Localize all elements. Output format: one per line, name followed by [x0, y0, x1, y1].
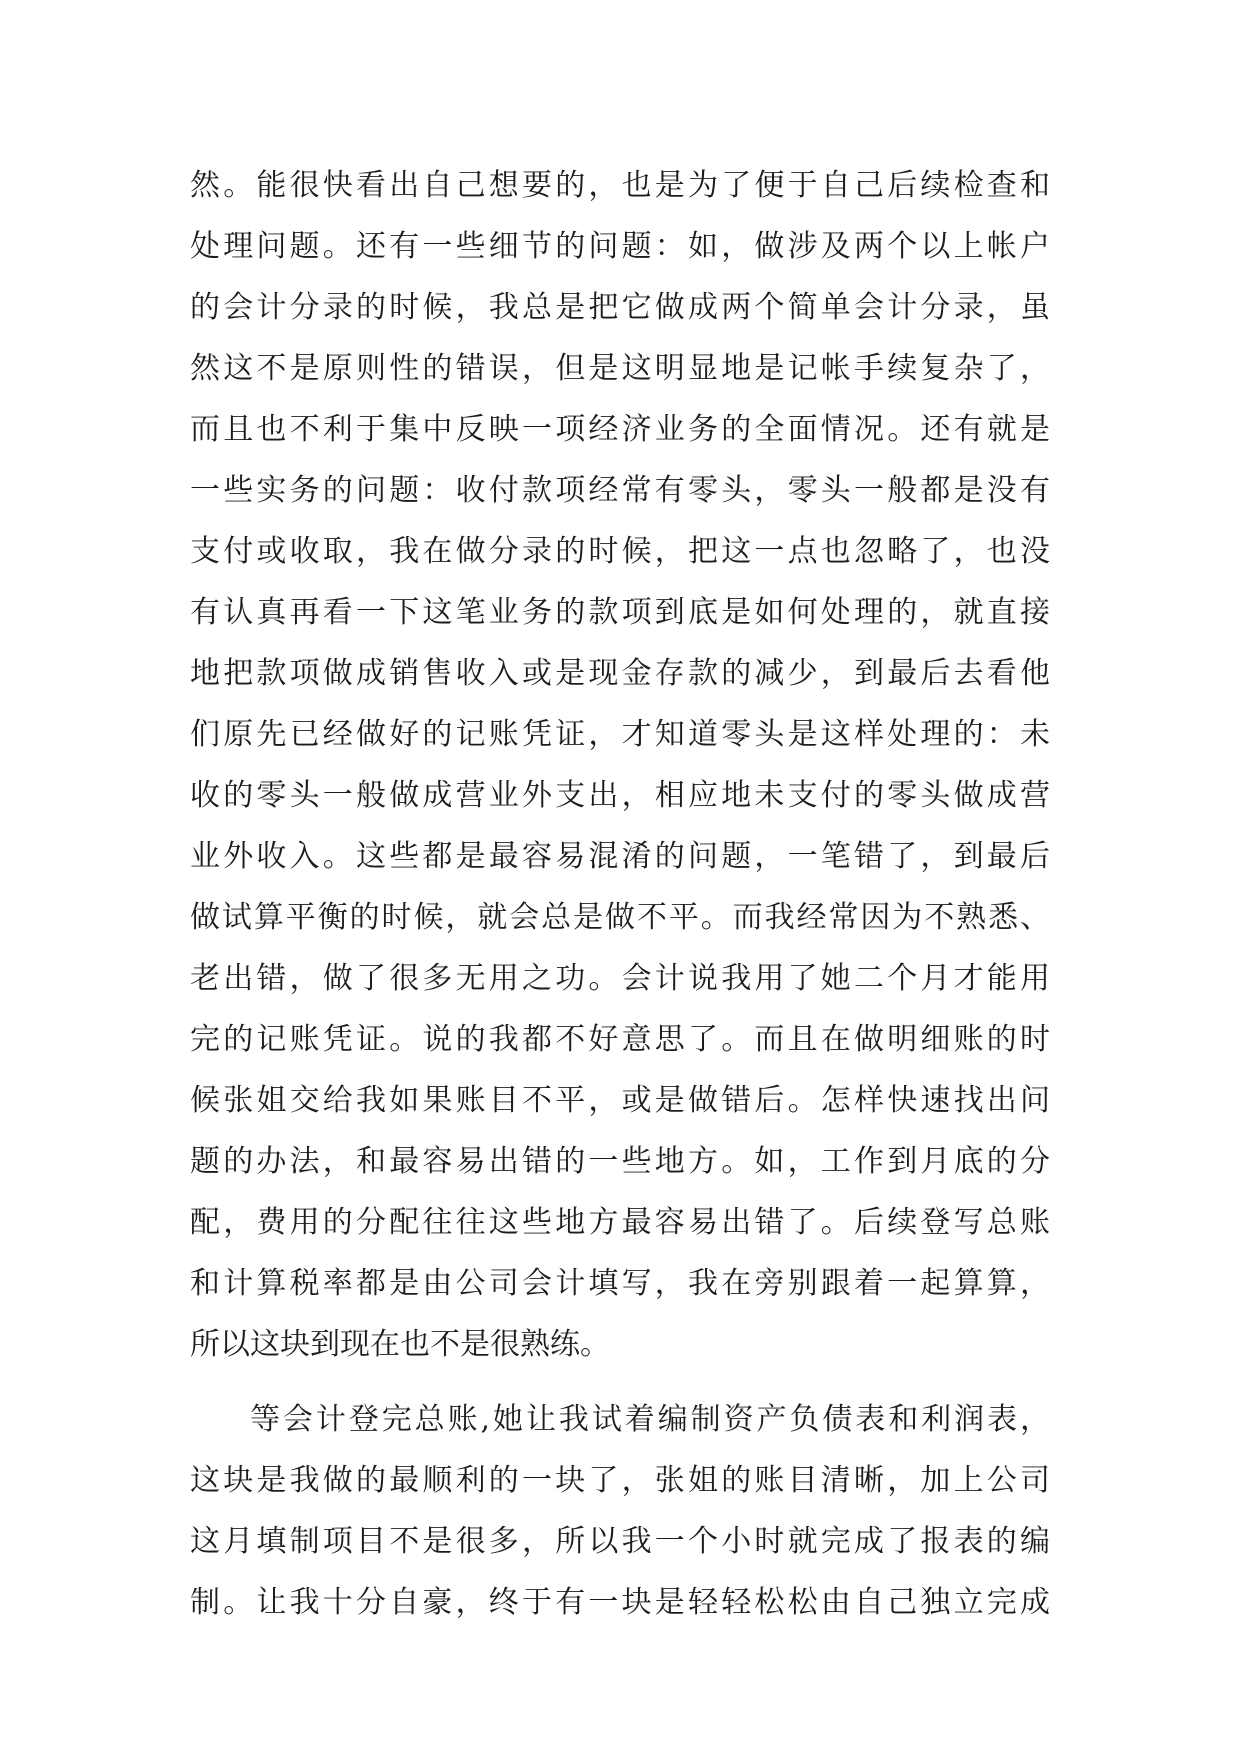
text-line: 做试算平衡的时候，就会总是做不平。而我经常因为不熟悉、	[190, 900, 1050, 935]
text-line: 这块是我做的最顺利的一块了，张姐的账目清晰，加上公司	[190, 1463, 1050, 1498]
text-line: 业外收入。这些都是最容易混淆的问题，一笔错了，到最后	[190, 839, 1050, 874]
text-line: 地把款项做成销售收入或是现金存款的减少，到最后去看他	[190, 656, 1050, 691]
text-line: 支付或收取，我在做分录的时候，把这一点也忽略了，也没	[190, 534, 1050, 569]
text-line: 一些实务的问题：收付款项经常有零头，零头一般都是没有	[190, 473, 1050, 508]
text-line: 们原先已经做好的记账凭证，才知道零头是这样处理的：未	[190, 717, 1050, 752]
paragraph-1	[190, 155, 1050, 1375]
text-line: 收的零头一般做成营业外支出，相应地未支付的零头做成营	[190, 778, 1050, 813]
text-line: 等会计登完总账,她让我试着编制资产负债表和利润表，	[250, 1402, 1050, 1437]
text-line: 而且也不利于集中反映一项经济业务的全面情况。还有就是	[190, 412, 1050, 447]
text-line: 老出错，做了很多无用之功。会计说我用了她二个月才能用	[190, 961, 1050, 996]
paragraph-gap	[190, 1375, 1050, 1389]
text-line: 和计算税率都是由公司会计填写，我在旁别跟着一起算算，	[190, 1266, 1050, 1301]
text-line: 配，费用的分配往往这些地方最容易出错了。后续登写总账	[190, 1205, 1050, 1240]
text-line: 的会计分录的时候，我总是把它做成两个简单会计分录，虽	[190, 290, 1050, 325]
text-line: 这月填制项目不是很多，所以我一个小时就完成了报表的编	[190, 1524, 1050, 1559]
body-text	[190, 155, 1050, 1633]
text-line: 有认真再看一下这笔业务的款项到底是如何处理的，就直接	[190, 595, 1050, 630]
text-line: 候张姐交给我如果账目不平，或是做错后。怎样快速找出问	[190, 1083, 1050, 1118]
paragraph-2	[190, 1389, 1050, 1633]
text-line: 完的记账凭证。说的我都不好意思了。而且在做明细账的时	[190, 1022, 1050, 1057]
text-line: 题的办法，和最容易出错的一些地方。如，工作到月底的分	[190, 1144, 1050, 1179]
text-line: 然这不是原则性的错误，但是这明显地是记帐手续复杂了，	[190, 351, 1050, 386]
text-line: 制。让我十分自豪，终于有一块是轻轻松松由自己独立完成	[190, 1585, 1050, 1620]
text-line: 所以这块到现在也不是很熟练。	[190, 1327, 610, 1362]
text-line: 然。能很快看出自己想要的，也是为了便于自己后续检查和	[190, 168, 1050, 203]
text-line: 处理问题。还有一些细节的问题：如，做涉及两个以上帐户	[190, 229, 1050, 264]
